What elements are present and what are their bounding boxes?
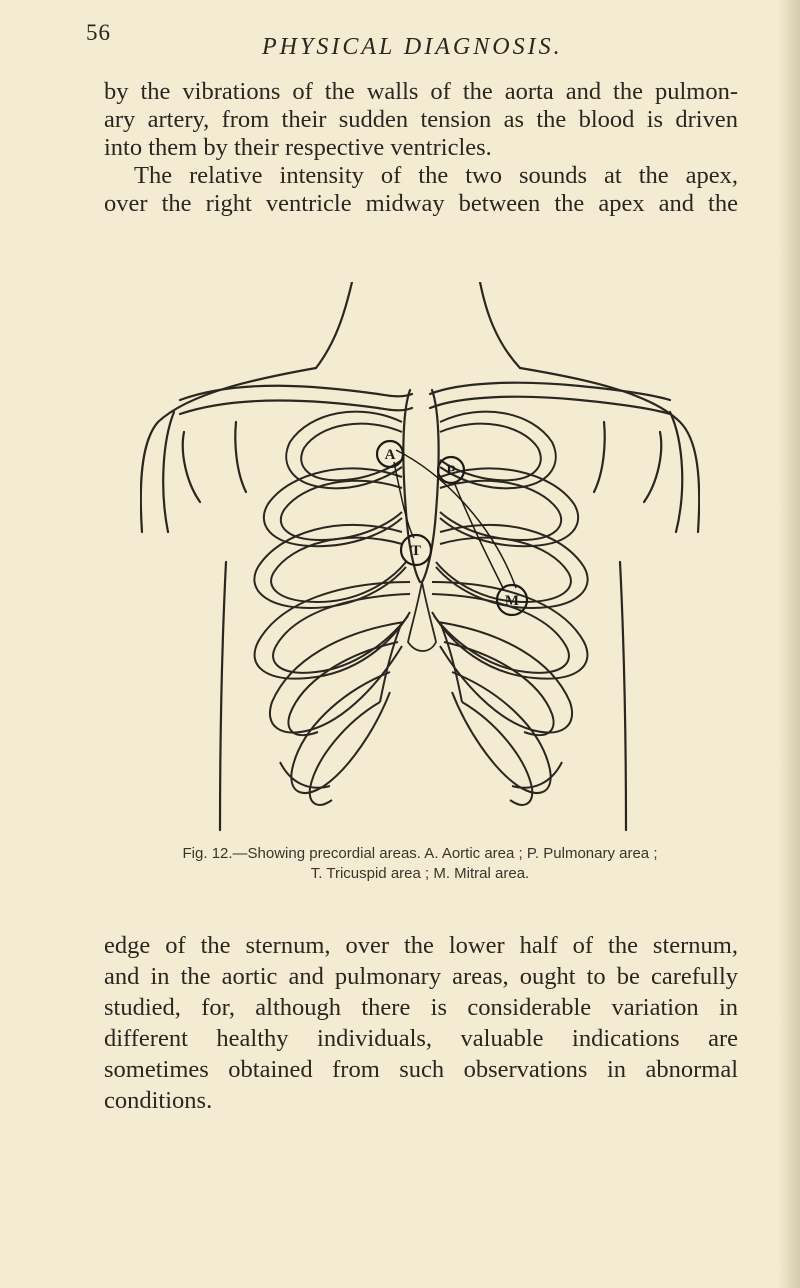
text-line: studied, for, although there is considerable variation in xyxy=(104,994,738,1021)
neck-left-outline xyxy=(316,282,352,368)
precordial-areas-illustration xyxy=(140,282,700,832)
tricuspid-label: T xyxy=(410,543,422,559)
text-line: over the right ventricle midway between the apex and the xyxy=(104,190,738,217)
mitral-label: M xyxy=(504,593,520,609)
torso-left-outline xyxy=(220,562,226,830)
text-line: by the vibrations of the walls of the aorta and the pulmon- xyxy=(104,78,738,105)
page-number: 56 xyxy=(86,20,111,45)
paragraph-top xyxy=(104,78,738,218)
page-edge-shadow xyxy=(778,0,800,1288)
text-line: conditions. xyxy=(104,1087,213,1114)
shoulder-right-outline xyxy=(520,368,699,532)
text-line: edge of the sternum, over the lower half of the sternum, xyxy=(104,932,738,959)
running-title: PHYSICAL DIAGNOSIS. xyxy=(262,34,563,60)
text-line: and in the aortic and pulmonary areas, ought to be carefully xyxy=(104,963,738,990)
aortic-label: A xyxy=(384,447,396,463)
text-line: into them by their respective ventricles. xyxy=(104,134,492,161)
text-line: ary artery, from their sudden tension as the blood is driven xyxy=(104,106,738,133)
torso-right-outline xyxy=(620,562,626,830)
caption-line: T. Tricuspid area ; M. Mitral area. xyxy=(310,865,530,882)
caption-line: Fig. 12.—Showing precordial areas. A. Aortic area ; P. Pulmonary area ; xyxy=(182,845,658,862)
pulmonary-label: P xyxy=(446,463,456,479)
xiphoid-process xyxy=(408,582,436,651)
figure-caption xyxy=(100,844,740,884)
neck-right-outline xyxy=(480,282,520,368)
paragraph-bottom xyxy=(104,930,738,1116)
shoulder-left-outline xyxy=(141,368,316,532)
left-rib-cage xyxy=(254,412,410,805)
text-line: sometimes obtained from such observations in abnormal xyxy=(104,1056,738,1083)
text-line: different healthy individuals, valuable indications are xyxy=(104,1025,738,1052)
text-line: The relative intensity of the two sounds at the apex, xyxy=(134,162,738,189)
